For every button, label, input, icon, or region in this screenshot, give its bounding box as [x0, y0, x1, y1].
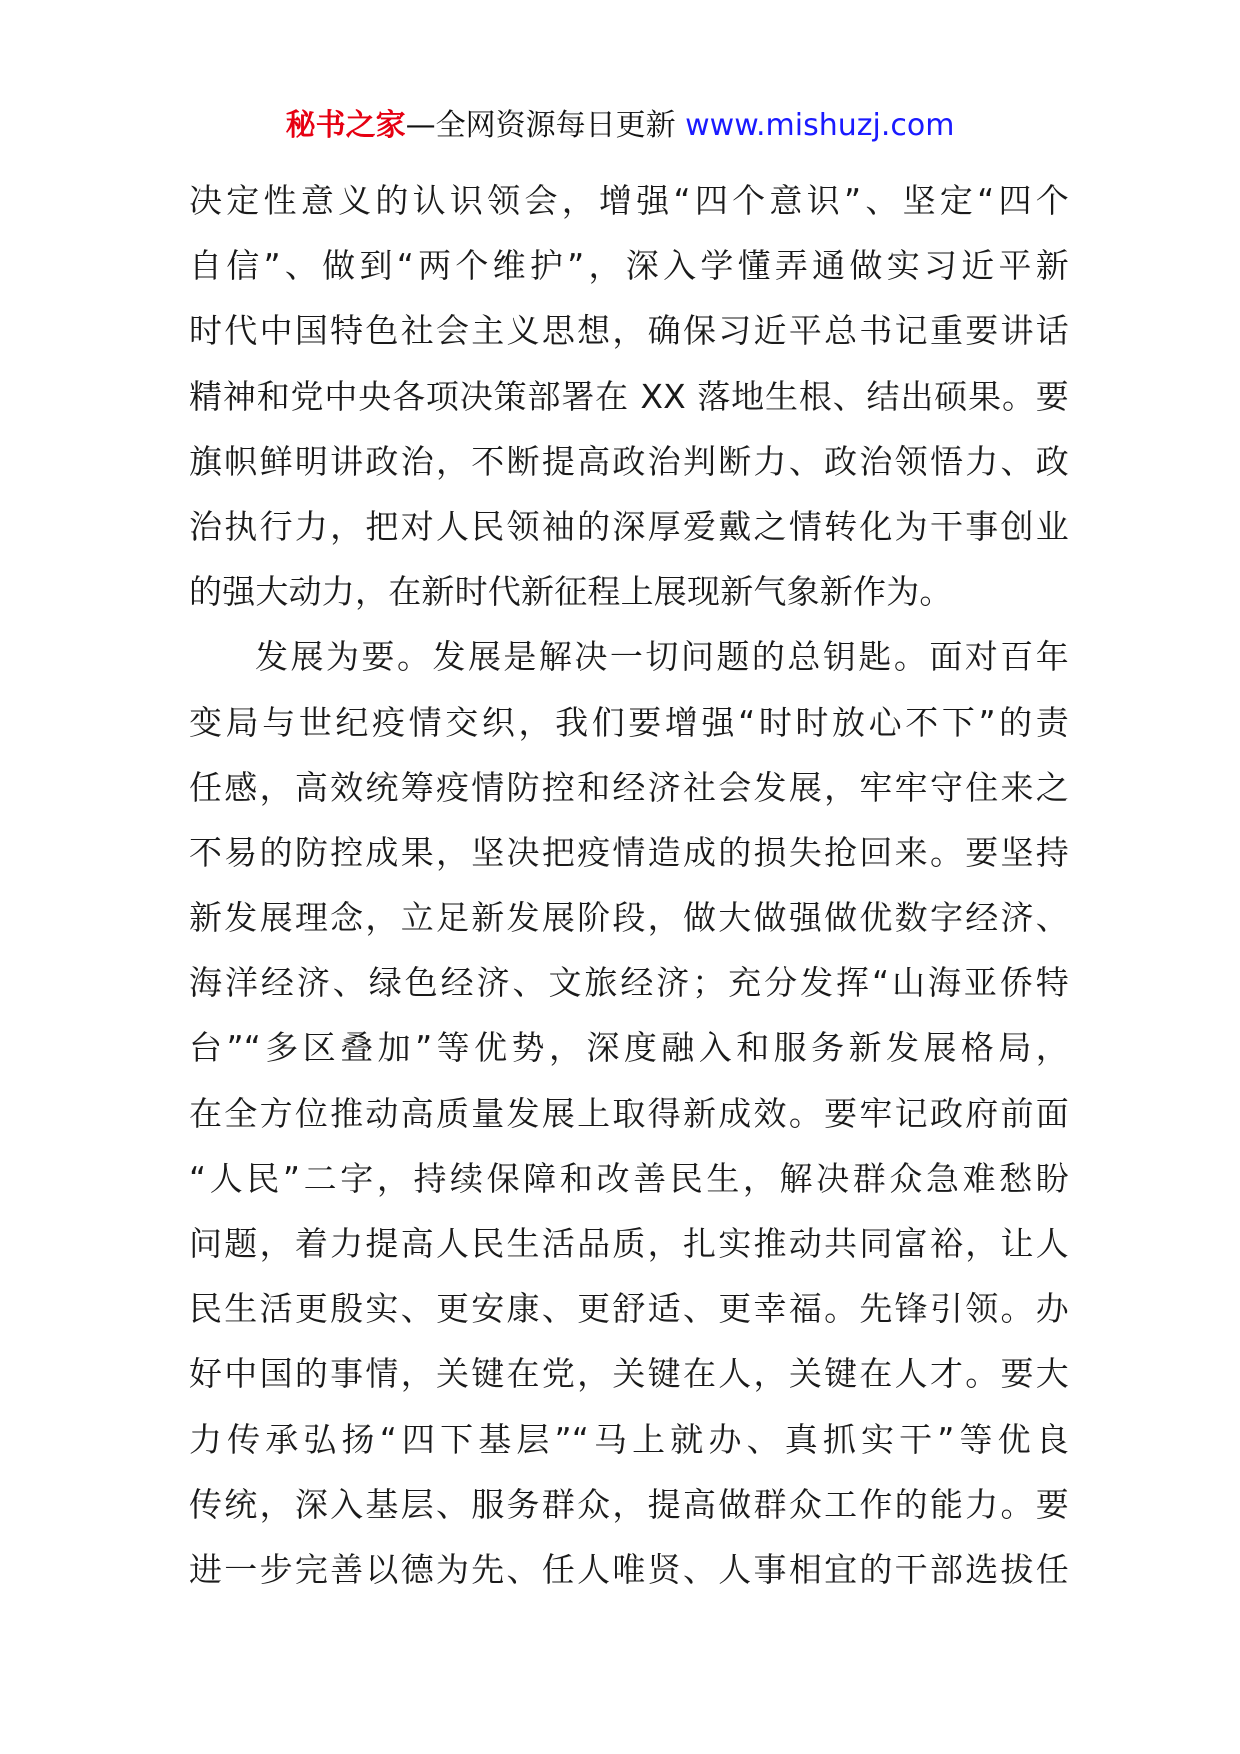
site-tagline: —全网资源每日更新: [405, 108, 686, 143]
text-line: 时代中国特色社会主义思想，确保习近平总书记重要讲话: [189, 311, 1069, 351]
site-brand: 秘书之家: [285, 108, 406, 143]
text-line: 进一步完善以德为先、任人唯贤、人事相宜的干部选拔任: [189, 1549, 1069, 1589]
text-line: 旗帜鲜明讲政治，不断提高政治判断力、政治领悟力、政: [189, 441, 1069, 481]
text-line: 变局与世纪疫情交织，我们要增强“时时放心不下”的责: [189, 702, 1069, 742]
text-line: 精神和党中央各项决策部署在 XX 落地生根、结出硕果。要: [189, 376, 1069, 416]
text-line: 任感，高效统筹疫情防控和经济社会发展，牢牢守住来之: [189, 767, 1069, 807]
text-line: 不易的防控成果，坚决把疫情造成的损失抢回来。要坚持: [189, 832, 1069, 872]
text-line: 民生活更殷实、更安康、更舒适、更幸福。先锋引领。办: [189, 1289, 1069, 1329]
text-line: 治执行力，把对人民领袖的深厚爱戴之情转化为干事创业: [189, 506, 1069, 546]
text-line: 海洋经济、绿色经济、文旅经济；充分发挥“山海亚侨特: [189, 963, 1069, 1003]
text-line: “人民”二字，持续保障和改善民生，解决群众急难愁盼: [189, 1158, 1069, 1198]
text-line: 台”“多区叠加”等优势，深度融入和服务新发展格局，: [189, 1028, 1069, 1068]
text-line: 新发展理念，立足新发展阶段，做大做强做优数字经济、: [189, 898, 1069, 938]
text-line: 发展为要。发展是解决一切问题的总钥匙。面对百年: [255, 637, 1069, 677]
text-line: 传统，深入基层、服务群众，提高做群众工作的能力。要: [189, 1484, 1069, 1524]
text-line: 在全方位推动高质量发展上取得新成效。要牢记政府前面: [189, 1093, 1069, 1133]
text-line: 问题，着力提高人民生活品质，扎实推动共同富裕，让人: [189, 1224, 1069, 1263]
text-line: 的强大动力，在新时代新征程上展现新气象新作为。: [189, 572, 953, 612]
text-line: 力传承弘扬“四下基层”“马上就办、真抓实干”等优良: [189, 1419, 1069, 1459]
text-line: 决定性意义的认识领会，增强“四个意识”、坚定“四个: [189, 181, 1069, 220]
document-body: [189, 168, 1069, 1602]
text-line: 自信”、做到“两个维护”，深入学懂弄通做实习近平新: [189, 246, 1069, 286]
text-line: 好中国的事情，关键在党，关键在人，关键在人才。要大: [189, 1354, 1069, 1394]
site-header: [0, 104, 1240, 148]
site-url: www.mishuzj.com: [685, 108, 955, 143]
